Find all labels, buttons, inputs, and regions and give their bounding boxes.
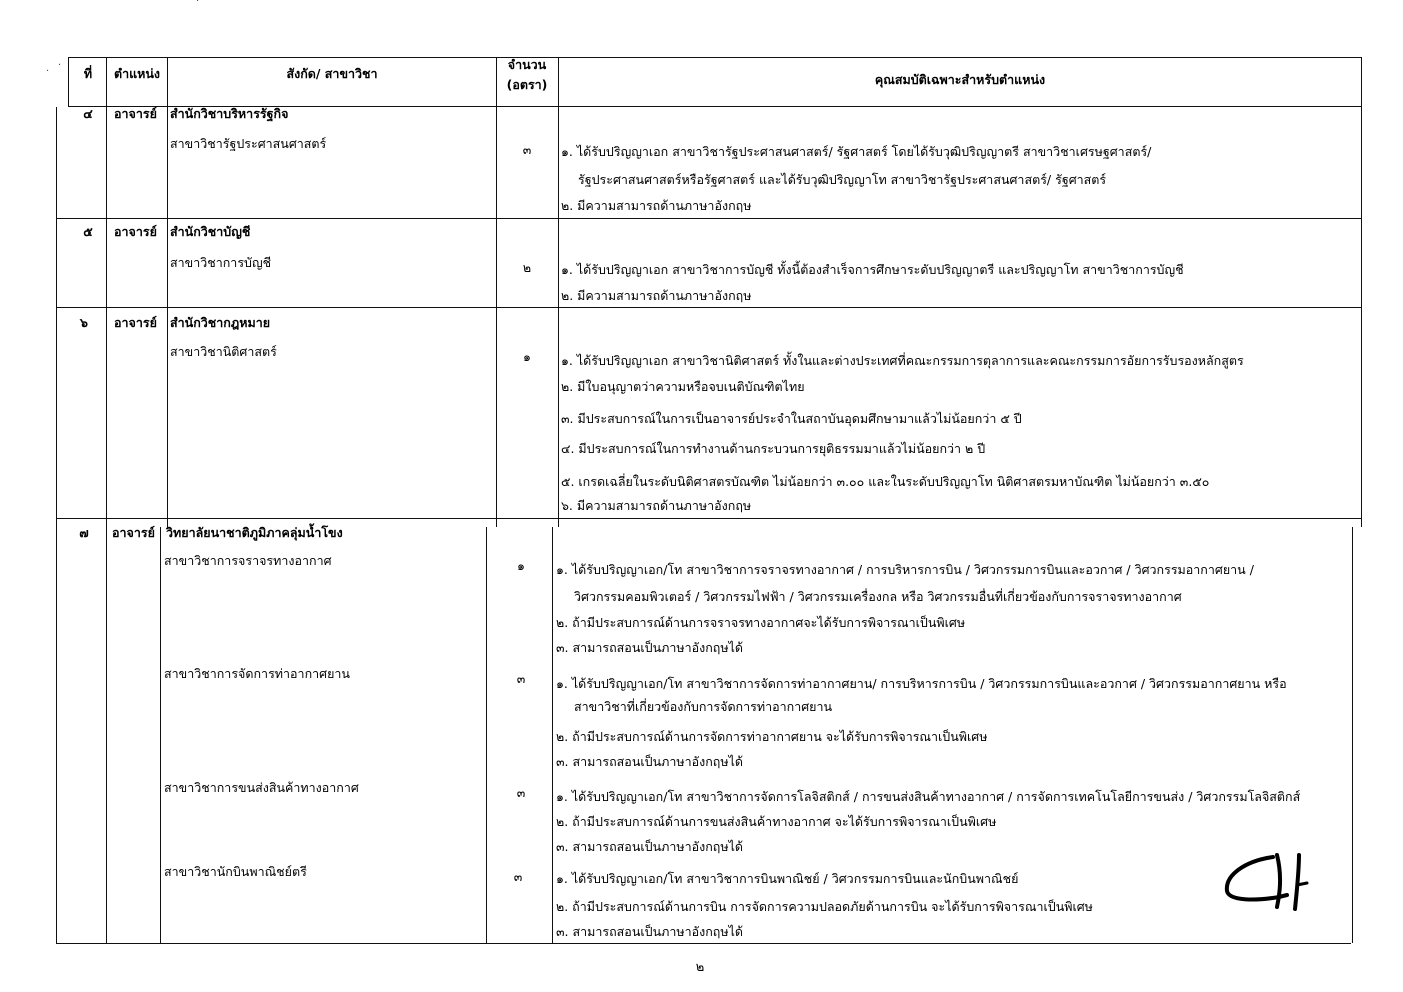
qualification-line: ๑. ได้รับปริญญาเอก สาขาวิชาการบัญชี ทั้งนี้ต้องสำเร็จการศึกษาระดับปริญญาตรี และปริญญาโท สาขาวิชาการบัญชี [561, 262, 1184, 277]
table-bottom-border [56, 943, 1351, 944]
position-count: ๓ [516, 671, 526, 686]
unit-name: สำนักวิชาบัญชี [170, 224, 251, 239]
header-affiliation: สังกัด/ สาขาวิชา [286, 66, 378, 81]
qualification-line: สาขาวิชาที่เกี่ยวข้องกับการจัดการท่าอากาศยาน [574, 699, 833, 714]
table-right-border [1352, 527, 1353, 943]
major-name: สาขาวิชาการจราจรทางอากาศ [164, 553, 332, 568]
row-number: ๕ [83, 224, 93, 239]
qualification-line: ๒. มีใบอนุญาตว่าความหรือจบเนติบัณฑิตไทย [561, 379, 805, 394]
unit-name: สำนักวิชากฎหมาย [170, 315, 271, 330]
qualification-line: วิศวกรรมคอมพิวเตอร์ / วิศวกรรมไฟฟ้า / วิศวกรรมเครื่องกล หรือ วิศวกรรมอื่นที่เกี่ยวข้องกับการจราจรทางอากาศ [574, 589, 1182, 604]
row-number: ๖ [80, 315, 88, 330]
table-right-border [1361, 57, 1362, 527]
qualification-line: ๒. ถ้ามีประสบการณ์ด้านการจราจรทางอากาศจะได้รับการพิจารณาเป็นพิเศษ [556, 615, 966, 630]
major-name: สาขาวิชารัฐประศาสนศาสตร์ [170, 136, 327, 151]
signature-mark [1215, 835, 1335, 929]
scan-speck: · [58, 60, 62, 71]
table-left-border [68, 57, 69, 107]
qualification-line: รัฐประศาสนศาสตร์หรือรัฐศาสตร์ และได้รับวุฒิปริญญาโท สาขาวิชารัฐประศาสนศาสตร์/ รัฐศาสตร์ [578, 172, 1107, 187]
table-top-border [68, 57, 1361, 58]
qualification-line: ๑. ได้รับปริญญาเอก/โท สาขาวิชาการจราจรทางอากาศ / การบริหารการบิน / วิศวกรรมการบินและอวกาศ / วิศวกรรมอากาศยาน / [556, 562, 1254, 577]
column-separator [558, 57, 559, 527]
qualification-line: ๑. ได้รับปริญญาเอก สาขาวิชานิติศาสตร์ ทั้งในและต่างประเทศที่คณะกรรมการตุลาการและคณะกรรมการอัยการรับรองหลักสูตร [561, 353, 1244, 368]
qualification-line: ๓. สามารถสอนเป็นภาษาอังกฤษได้ [556, 754, 744, 769]
column-separator [486, 527, 487, 943]
qualification-line: ๑. ได้รับปริญญาเอก/โท สาขาวิชาการจัดการโลจิสติกส์ / การขนส่งสินค้าทางอากาศ / การจัดการเทคโนโลยีการขนส่ง / วิศวกรรมโลจิสติกส์ [556, 789, 1301, 804]
qualification-line: ๖. มีความสามารถด้านภาษาอังกฤษ [561, 498, 752, 513]
row-number: ๔ [83, 106, 93, 121]
column-separator [552, 527, 553, 943]
position-title: อาจารย์ [114, 224, 157, 239]
position-count: ๑ [517, 558, 525, 573]
column-separator [106, 57, 107, 943]
qualification-line: ๓. สามารถสอนเป็นภาษาอังกฤษได้ [556, 924, 744, 939]
qualification-line: ๒. มีความสามารถด้านภาษาอังกฤษ [561, 288, 752, 303]
major-name: สาขาวิชาการบัญชี [170, 255, 272, 270]
major-name: สาขาวิชาการขนส่งสินค้าทางอากาศ [164, 780, 359, 795]
qualification-line: ๓. สามารถสอนเป็นภาษาอังกฤษได้ [556, 839, 744, 854]
header-no: ที่ [83, 66, 93, 81]
row-separator [56, 218, 1361, 219]
position-count: ๓ [522, 142, 532, 157]
position-title: อาจารย์ [114, 106, 157, 121]
qualification-line: ๑. ได้รับปริญญาเอก/โท สาขาวิชาการบินพาณิชย์ / วิศวกรรมการบินและนักบินพาณิชย์ [556, 871, 1019, 886]
header-position: ตำแหน่ง [113, 66, 161, 81]
qualification-line: ๒. ถ้ามีประสบการณ์ด้านการขนส่งสินค้าทางอากาศ จะได้รับการพิจารณาเป็นพิเศษ [556, 814, 997, 829]
position-title: อาจารย์ [114, 315, 157, 330]
qualification-line: ๔. มีประสบการณ์ในการทำงานด้านกระบวนการยุติธรรมมาแล้วไม่น้อยกว่า ๒ ปี [561, 441, 986, 456]
major-name: สาขาวิชาการจัดการท่าอากาศยาน [164, 666, 350, 681]
qualification-line: ๑. ได้รับปริญญาเอก สาขาวิชารัฐประศาสนศาสตร์/ รัฐศาสตร์ โดยได้รับวุฒิปริญญาตรี สาขาวิชาเศรษฐศาสตร์/ [561, 144, 1152, 159]
qualification-line: ๒. ถ้ามีประสบการณ์ด้านการบิน การจัดการความปลอดภัยด้านการบิน จะได้รับการพิจารณาเป็นพิเศษ [556, 899, 1093, 914]
column-separator [496, 57, 497, 527]
page-number: ๒ [695, 960, 705, 975]
position-count: ๑ [523, 349, 531, 364]
header-qualifications: คุณสมบัติเฉพาะสำหรับตำแหน่ง [874, 72, 1046, 87]
scan-speck: · [46, 66, 50, 77]
qualification-line: ๓. สามารถสอนเป็นภาษาอังกฤษได้ [556, 640, 744, 655]
qualification-line: ๓. มีประสบการณ์ในการเป็นอาจารย์ประจำในสถาบันอุดมศึกษามาแล้วไม่น้อยกว่า ๕ ปี [561, 411, 1022, 426]
position-count: ๓ [513, 869, 523, 884]
major-name: สาขาวิชานักบินพาณิชย์ตรี [164, 864, 307, 879]
header-count-line1: จำนวน [507, 57, 547, 72]
position-count: ๒ [522, 260, 532, 275]
unit-name: วิทยาลัยนาชาติภูมิภาคลุ่มน้ำโขง [166, 525, 343, 540]
row-number: ๗ [79, 525, 89, 540]
qualification-line: ๑. ได้รับปริญญาเอก/โท สาขาวิชาการจัดการท่าอากาศยาน/ การบริหารการบิน / วิศวกรรมการบินและอวกาศ / วิศวกรรมอากาศยาน หรือ [556, 676, 1287, 691]
row-separator [56, 307, 1361, 308]
header-count-line2: (อตรา) [506, 77, 548, 92]
scan-speck: · [196, 0, 200, 7]
row-separator [56, 518, 1361, 519]
unit-name: สำนักวิชาบริหารรัฐกิจ [170, 106, 289, 121]
column-separator [160, 527, 161, 943]
position-count: ๓ [516, 785, 526, 800]
position-title: อาจารย์ [112, 525, 155, 540]
qualification-line: ๕. เกรดเฉลี่ยในระดับนิติศาสตรบัณฑิต ไม่น้อยกว่า ๓.๐๐ และในระดับปริญญาโท นิติศาสตรมหาบัณฑิต ไม่น้อยกว่า ๓.๕๐ [561, 474, 1210, 489]
qualification-line: ๒. มีความสามารถด้านภาษาอังกฤษ [561, 198, 752, 213]
column-separator [167, 57, 168, 527]
qualification-line: ๒. ถ้ามีประสบการณ์ด้านการจัดการท่าอากาศยาน จะได้รับการพิจารณาเป็นพิเศษ [556, 729, 988, 744]
major-name: สาขาวิชานิติศาสตร์ [170, 344, 277, 359]
table-left-border [56, 107, 57, 943]
